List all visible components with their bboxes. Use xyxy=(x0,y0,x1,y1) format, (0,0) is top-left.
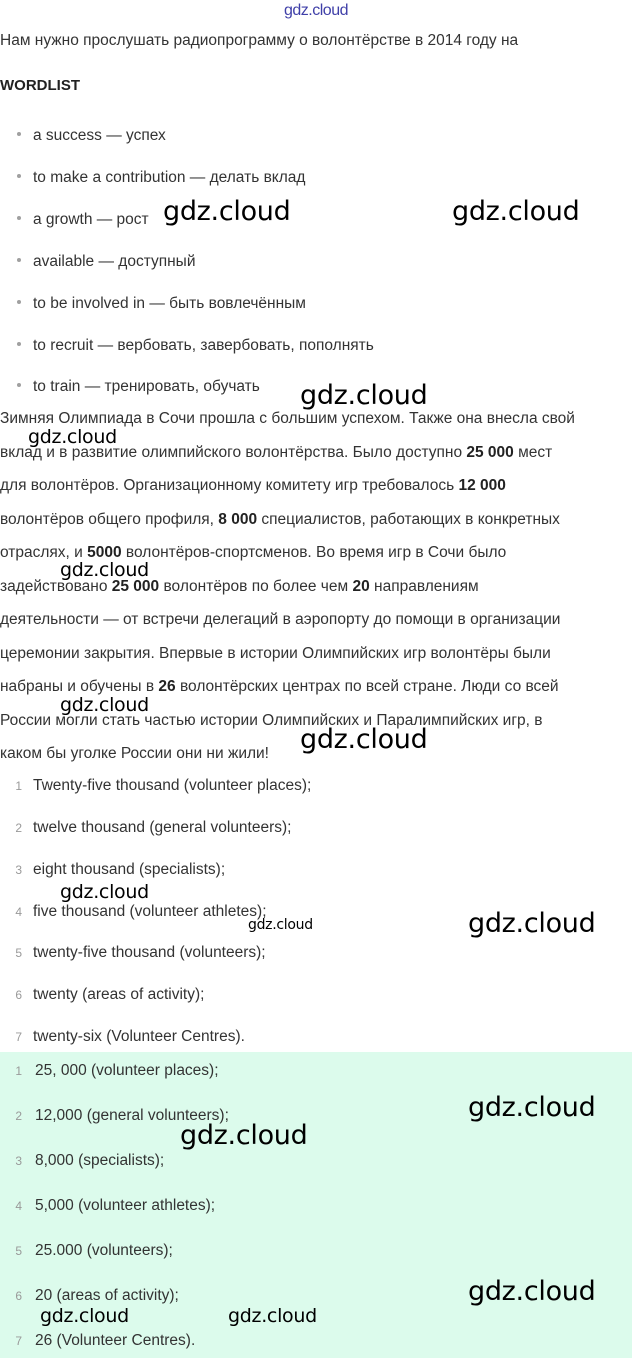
list-item: 6 twenty (areas of activity); xyxy=(15,986,205,1003)
bullet-icon xyxy=(17,258,21,262)
wordlist-item: available — доступный xyxy=(17,253,196,271)
answer-item: 3 8,000 (specialists); xyxy=(15,1152,165,1169)
list-item: 1 Twenty-five thousand (volunteer places); xyxy=(15,777,312,794)
answer-item: 4 5,000 (volunteer athletes); xyxy=(15,1197,216,1214)
watermark: gdz.cloud xyxy=(40,1305,129,1327)
paragraph-line: церемонии закрытия. Впервые в истории Олимпийских игр волонтёры были xyxy=(0,645,551,662)
paragraph-line: деятельности — от встречи делегаций в аэропорту до помощи в организации xyxy=(0,611,561,628)
list-item: 2 twelve thousand (general volunteers); xyxy=(15,819,292,836)
watermark: gdz.cloud xyxy=(180,1120,308,1151)
watermark: gdz.cloud xyxy=(468,1276,596,1307)
watermark: gdz.cloud xyxy=(468,908,596,939)
watermark: gdz.cloud xyxy=(163,196,291,227)
watermark: gdz.cloud xyxy=(248,917,313,933)
paragraph-line: для волонтёров. Организационному комитету игр требовалось 12 000 xyxy=(0,477,506,494)
watermark: gdz.cloud xyxy=(300,380,428,411)
intro-text: Нам нужно прослушать радиопрограмму о волонтёрстве в 2014 году на xyxy=(0,32,519,49)
watermark: gdz.cloud xyxy=(468,1092,596,1123)
watermark: gdz.cloud xyxy=(60,694,149,716)
paragraph-line: России могли стать частью истории Олимпийских и Паралимпийских игр, в xyxy=(0,712,543,729)
bullet-icon xyxy=(17,383,21,387)
answer-item: 6 20 (areas of activity); xyxy=(15,1287,179,1304)
bullet-icon xyxy=(17,216,21,220)
site-logo[interactable]: gdz.cloud xyxy=(284,2,348,19)
list-item: 7 twenty-six (Volunteer Centres). xyxy=(15,1028,245,1045)
wordlist-item: a success — успех xyxy=(17,127,166,145)
wordlist-item: a growth — рост xyxy=(17,211,149,229)
bullet-icon xyxy=(17,342,21,346)
paragraph-line: задействовано 25 000 волонтёров по более чем 20 направлениям xyxy=(0,578,479,595)
answer-item: 2 12,000 (general volunteers); xyxy=(15,1107,229,1124)
wordlist-item: to be involved in — быть вовлечённым xyxy=(17,295,306,313)
wordlist-item: to make a contribution — делать вклад xyxy=(17,169,305,187)
paragraph-line: волонтёров общего профиля, 8 000 специалистов, работающих в конкретных xyxy=(0,511,560,528)
bullet-icon xyxy=(17,300,21,304)
watermark: gdz.cloud xyxy=(60,559,149,581)
watermark: gdz.cloud xyxy=(228,1305,317,1327)
list-item: 4 five thousand (volunteer athletes); xyxy=(15,903,267,920)
watermark: gdz.cloud xyxy=(28,426,117,448)
bullet-icon xyxy=(17,174,21,178)
list-item: 5 twenty-five thousand (volunteers); xyxy=(15,944,266,961)
paragraph-line: набраны и обучены в 26 волонтёрских центрах по всей стране. Люди со всей xyxy=(0,678,559,695)
wordlist-item: to train — тренировать, обучать xyxy=(17,378,260,396)
watermark: gdz.cloud xyxy=(300,724,428,755)
paragraph-line: каком бы уголке России они ни жили! xyxy=(0,745,269,762)
bullet-icon xyxy=(17,132,21,136)
answer-item: 7 26 (Volunteer Centres). xyxy=(15,1332,196,1349)
clipped-text-line xyxy=(0,66,200,72)
list-item: 3 eight thousand (specialists); xyxy=(15,861,226,878)
paragraph-line: Зимняя Олимпиада в Сочи прошла с большим успехом. Также она внесла свой xyxy=(0,410,575,427)
watermark: gdz.cloud xyxy=(60,881,149,903)
wordlist-item: to recruit — вербовать, завербовать, пополнять xyxy=(17,337,374,355)
paragraph-line: вклад и в развитие олимпийского волонтёрства. Было доступно 25 000 мест xyxy=(0,444,553,461)
watermark: gdz.cloud xyxy=(452,196,580,227)
answer-item: 5 25.000 (volunteers); xyxy=(15,1242,173,1259)
paragraph-line: отраслях, и 5000 волонтёров-спортсменов. Во время игр в Сочи было xyxy=(0,544,507,561)
answer-item: 1 25, 000 (volunteer places); xyxy=(15,1062,219,1079)
wordlist-title: WORDLIST xyxy=(0,77,80,94)
